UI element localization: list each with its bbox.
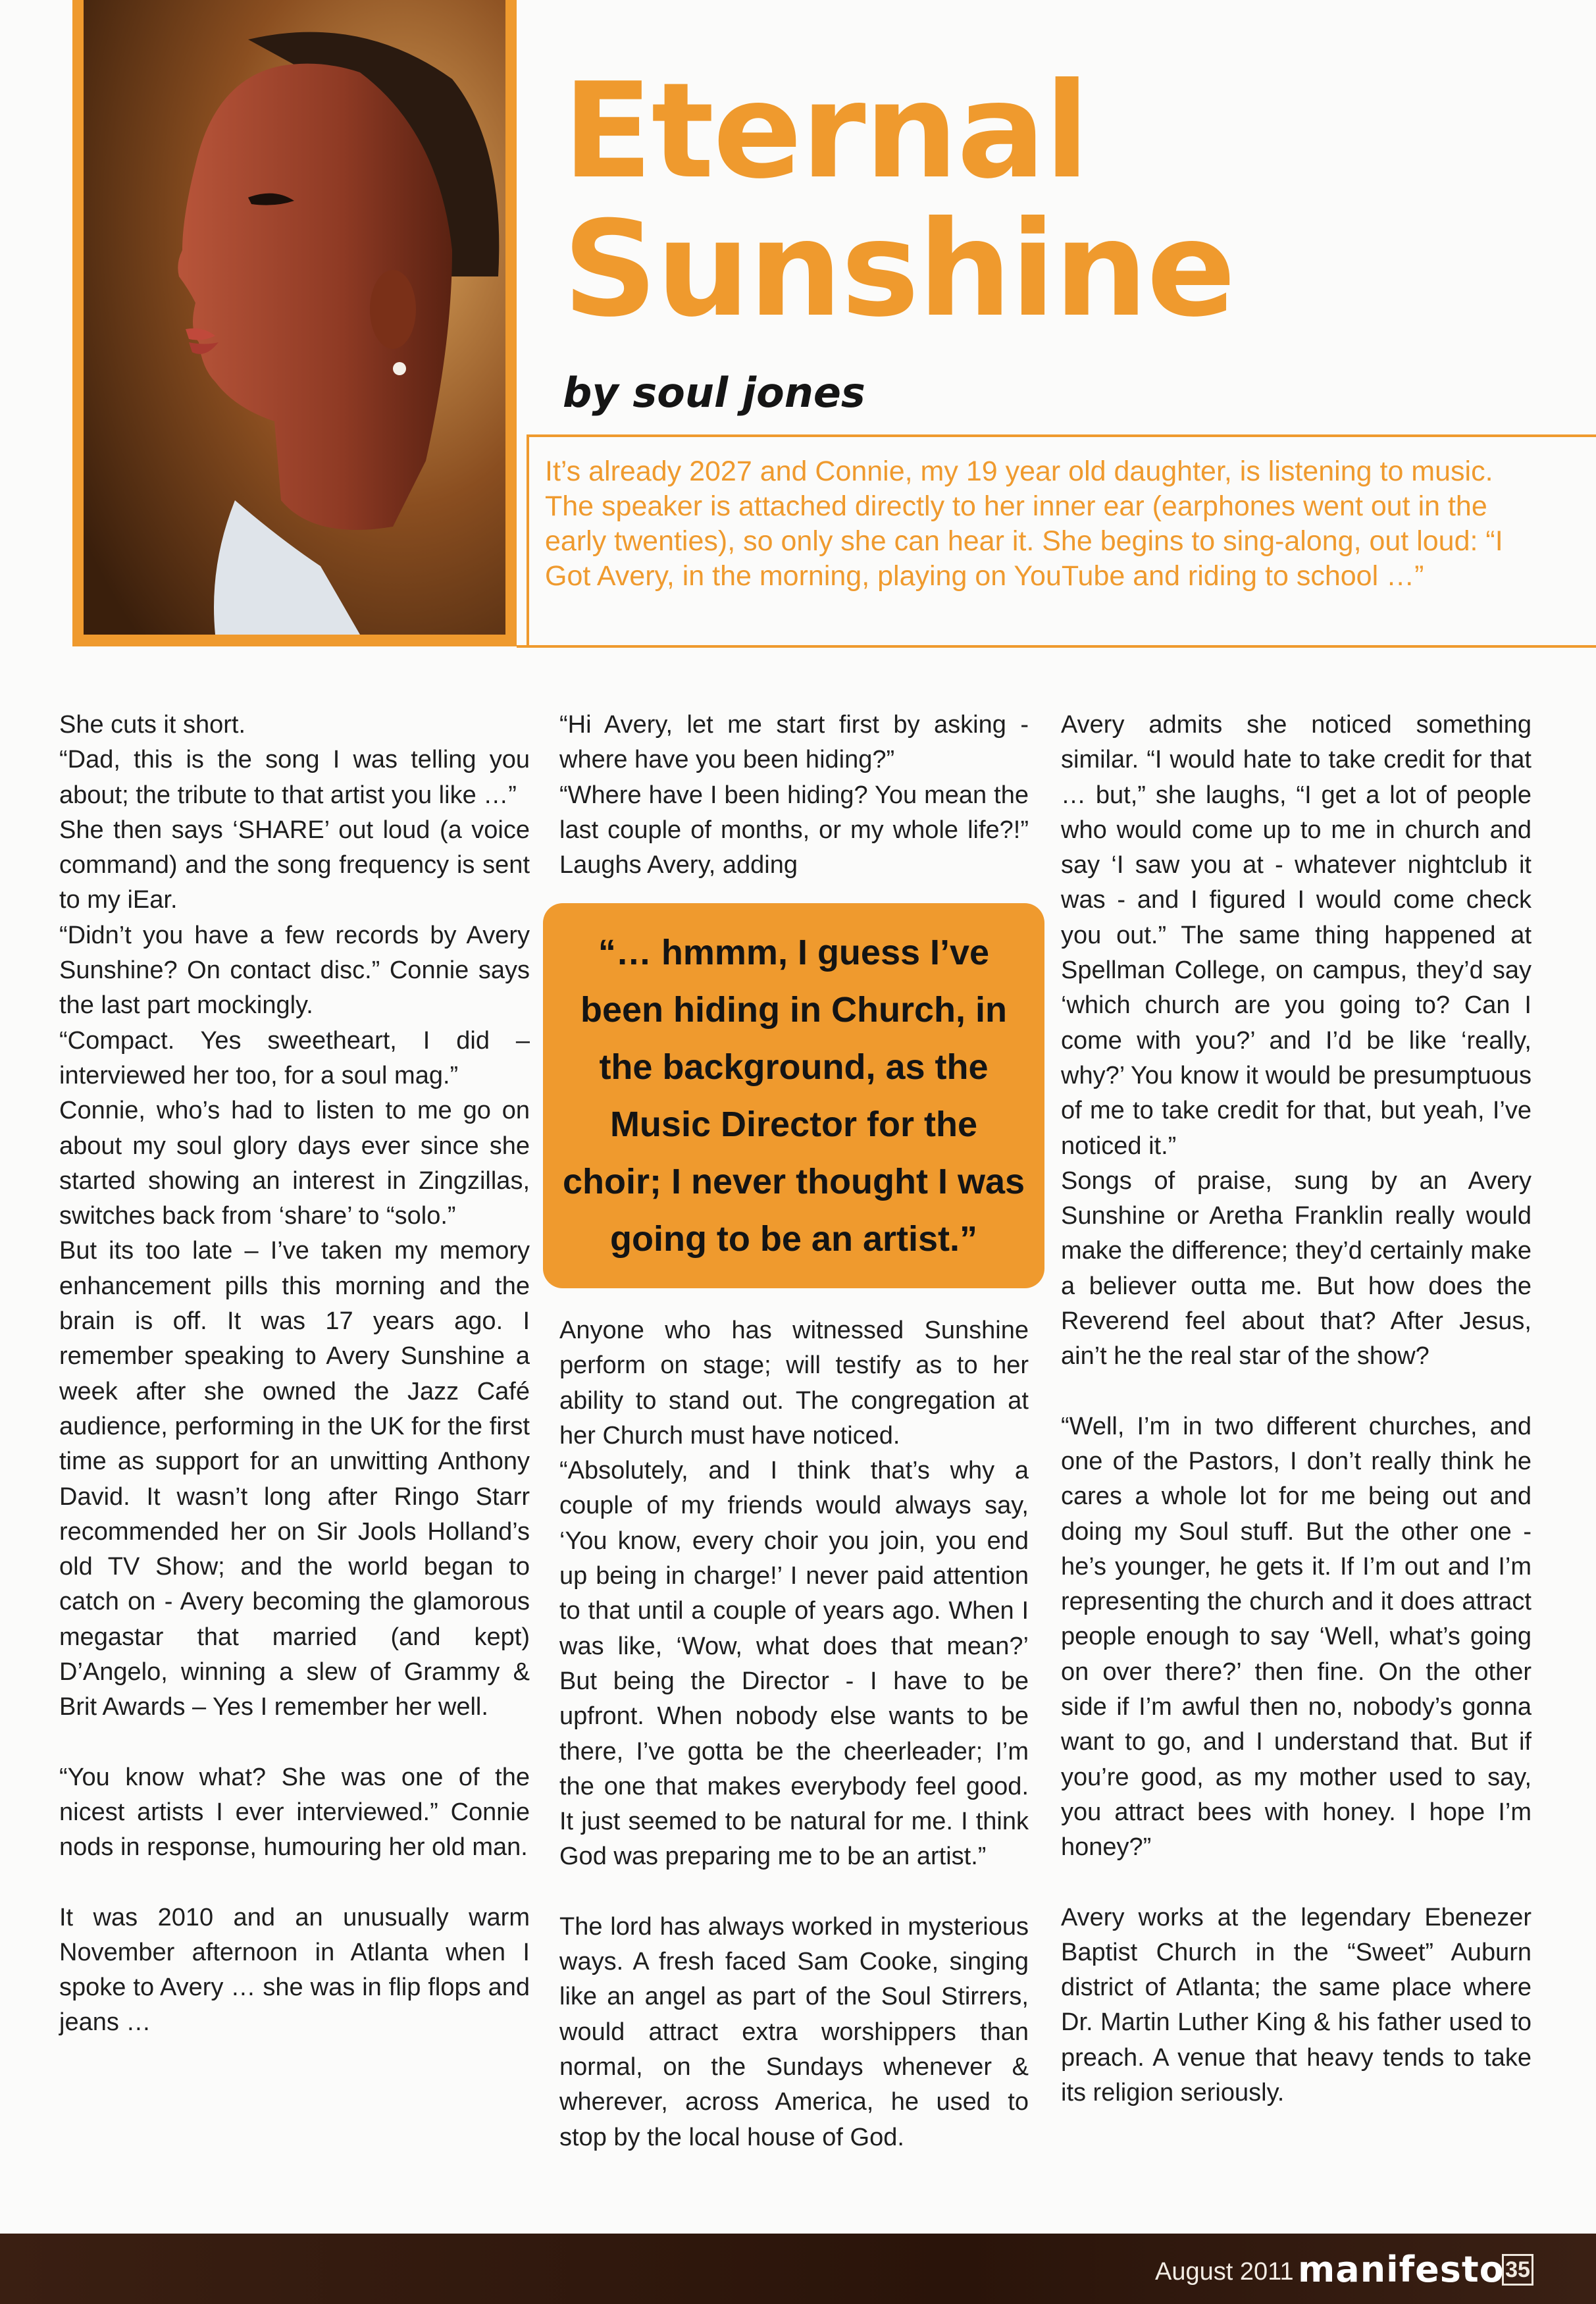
paragraph: It was 2010 and an unusually warm November afternoon in Atlanta when I spoke to Avery … she was in flip flops and jeans … xyxy=(59,1903,530,2037)
magazine-logo: manifesto xyxy=(1298,2249,1505,2290)
paragraph: Avery admits she noticed something similar. “I would hate to take credit for that … but,” she laughs, “I get a lot of people who would come up to me in church and say ‘I saw you at - whatever nightclub it was - and I figured I would come check you out.” The same thing happened at Spellman College, on campus, they’d say ‘which church are you going to? Can I come with you?’ and I’d be like ‘really, why?’ You know it would be presumptuous of me to take credit for that, but yeah, I’ve noticed it.” xyxy=(1061,711,1532,1160)
byline: by soul jones xyxy=(563,369,865,417)
standfirst: It’s already 2027 and Connie, my 19 year old daughter, is listening to music. The speaker is attached directly to her inner ear (earphones went out in the early twenties), so only she can hear it. She begins to sing-along, out loud: “I Got Avery, in the morning, playing on YouTube and riding to school …” xyxy=(545,456,1503,592)
paragraph: She then says ‘SHARE’ out loud (a voice command) and the song frequency is sent to my iEar. xyxy=(59,816,530,914)
column-2-top xyxy=(559,708,1029,883)
paragraph: Connie, who’s had to listen to me go on about my soul glory days ever since she started showing an interest in Zingzillas, switches back from ‘share’ to “solo.” xyxy=(59,1097,530,1230)
paragraph: Avery works at the legendary Ebenezer Baptist Church in the “Sweet” Auburn district of Atlanta; the same place where Dr. Martin Luther King & his father used to preach. A venue that heavy tends to take its religion seriously. xyxy=(1061,1903,1532,2107)
paragraph: “Compact. Yes sweetheart, I did – interviewed her too, for a soul mag.” xyxy=(59,1026,530,1089)
portrait-photo xyxy=(84,0,505,635)
paragraph: “Where have I been hiding? You mean the last couple of months, or my whole life?!” Laughs Avery, adding xyxy=(559,781,1029,879)
column-2-bottom xyxy=(559,1313,1029,2155)
paragraph: “Well, I’m in two different churches, and one of the Pastors, I don’t really think he cares a whole lot for me being out and doing my Soul stuff. But the other one - he’s younger, he gets it. If I’m out and I’m representing the church and it does attract people enough to say ‘Well, what’s going on over there?’ then fine. On the other side if I’m awful then no, nobody’s gonna want to go, and I understand that. But if you’re good, as my mother used to say, you attract bees with honey. I hope I’m honey?” xyxy=(1061,1412,1532,1862)
paragraph: The lord has always worked in mysterious ways. A fresh faced Sam Cooke, singing like an angel as part of the Soul Stirrers, would attract extra worshippers than normal, on the Sundays whenever & wherever, across America, he used to stop by the local house of God. xyxy=(559,1912,1029,2151)
column-3 xyxy=(1061,708,1532,2110)
issue-date: August 2011 xyxy=(1155,2258,1294,2286)
paragraph: But its too late – I’ve taken my memory enhancement pills this morning and the brain is off. It was 17 years ago. I remember speaking to Avery Sunshine a week after she owned the Jazz Café audience, performing in the UK for the first time as support for an unwitting Anthony David. It wasn’t long after Ringo Starr recommended her on Sir Jools Holland’s old TV Show; and the world began to catch on - Avery becoming the glamorous megastar that married (and kept) D’Angelo, winning a slew of Grammy & Brit Awards – Yes I remember her well. xyxy=(59,1237,530,1721)
standfirst-left-rule xyxy=(527,434,529,646)
pull-quote: “… hmmm, I guess I’ve been hiding in Church, in the background, as the Music Director for the choir; I never thought I was going to be an artist.” xyxy=(543,903,1044,1288)
paragraph: “Absolutely, and I think that’s why a couple of my friends would always say, ‘You know, every choir you join, you end up being in charge!’ I never paid attention to that until a couple of years ago. When I was like, ‘Wow, what does that mean?’ But being the Director - I have to be upfront. When nobody else wants to be there, I’ve gotta be the cheerleader; I’m the one that makes everybody feel good. It just seemed to be natural for me. I think God was preparing me to be an artist.” xyxy=(559,1457,1029,1871)
page-number: 35 xyxy=(1502,2254,1533,2286)
paragraph: “Didn’t you have a few records by Avery Sunshine? On contact disc.” Connie says the last part mockingly. xyxy=(59,921,530,1020)
title-line-1: Eternal xyxy=(563,55,1089,208)
standfirst-top-rule xyxy=(528,434,1596,437)
paragraph: Anyone who has witnessed Sunshine perform on stage; will testify as to her ability to stand out. The congregation at her Church must have noticed. xyxy=(559,1317,1029,1450)
standfirst-bottom-rule xyxy=(517,645,1596,648)
article-title xyxy=(563,55,1235,346)
paragraph: She cuts it short. xyxy=(59,711,246,739)
paragraph: “You know what? She was one of the nicest artists I ever interviewed.” Connie nods in response, humouring her old man. xyxy=(59,1763,530,1862)
paragraph: “Dad, this is the song I was telling you about; the tribute to that artist you like …” xyxy=(59,746,530,809)
paragraph: “Hi Avery, let me start first by asking - where have you been hiding?” xyxy=(559,711,1029,774)
paragraph: Songs of praise, sung by an Avery Sunshine or Aretha Franklin really would make the difference; they’d certainly make a believer outta me. But how does the Reverend feel about that? After Jesus, ain’t he the real star of the show? xyxy=(1061,1166,1532,1371)
portrait-photo-frame xyxy=(72,0,517,646)
column-1 xyxy=(59,708,530,2041)
portrait-illustration xyxy=(84,0,505,635)
title-line-2: Sunshine xyxy=(563,193,1235,346)
